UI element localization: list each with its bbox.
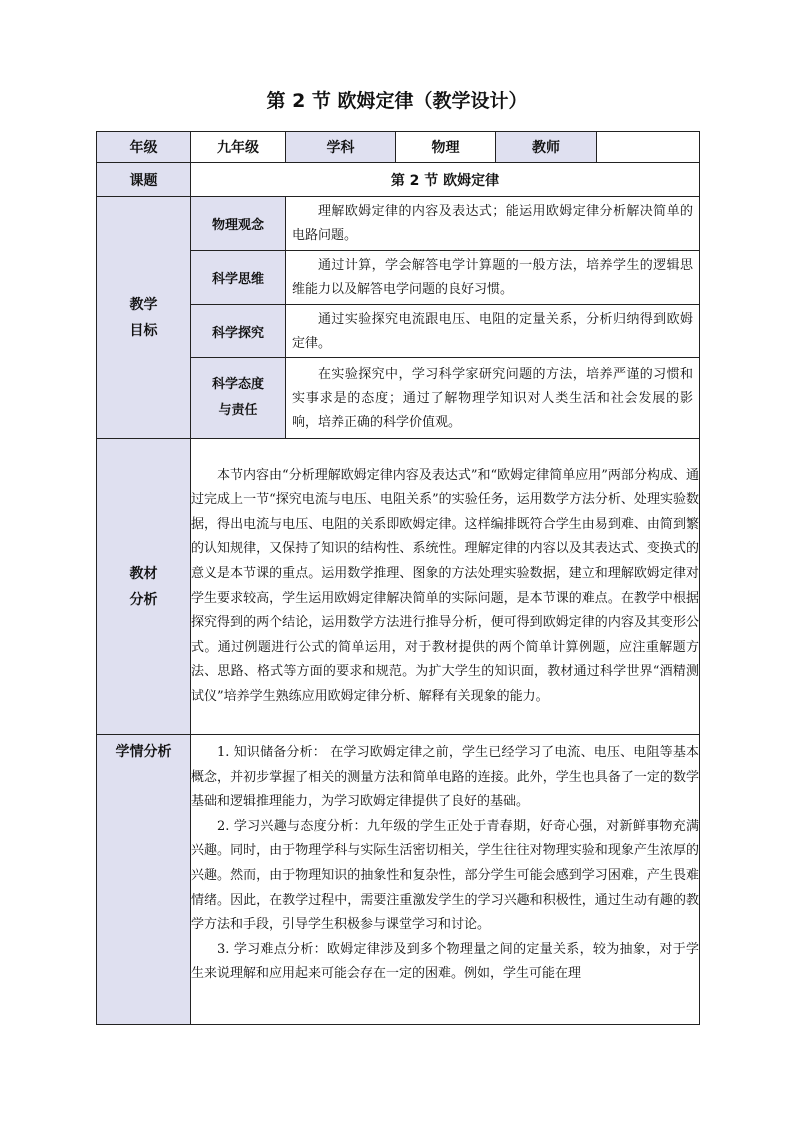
students-paragraph: 2. 学习兴趣与态度分析：九年级的学生正处于青春期，好奇心强，对新鲜事物充满兴趣。同时，由于物理学科与实际生活密切相关，学生往往对物理实验和现象产生浓厚的兴趣。然而，由于物理知识的抽象性和复杂性，部分学生可能会感到学习困难，产生畏难情绪。因此，在教学过程中，需要注重激发学生的学习兴趣和积极性，通过生动有趣的教学方法和手段，引导学生积极参与课堂学习和讨论。 (191, 818, 699, 933)
objective-text: 理解欧姆定律的内容及表达式；能运用欧姆定律分析解决简单的电路问题。 (292, 204, 693, 243)
textbook-label: 教材 分析 (97, 439, 191, 735)
objective-text: 在实验探究中，学习科学家研究问题的方法，培养严谨的习惯和实事求是的态度；通过了解物理学知识对人类生活和社会发展的影响，培养正确的科学价值观。 (292, 366, 693, 430)
page-title: 第 2 节 欧姆定律（教学设计） (266, 90, 528, 112)
objective-text-cell (286, 305, 700, 358)
objective-name: 科学探究 (191, 305, 286, 358)
objectives-label: 教学 目标 (97, 197, 191, 439)
objective-text-cell (286, 251, 700, 305)
teacher-value (597, 132, 700, 163)
textbook-analysis: 本节内容由“分析理解欧姆定律内容及表达式”和“欧姆定律简单应用”两部分构成、通过完成上一节“探究电流与电压、电阻关系”的实验任务，运用数学方法分析、处理实验数据，得出电流与电压、电阻的关系即欧姆定律。这样编排既符合学生由易到难、由简到繁的认知规律，又保持了知识的结构性、系统性。理解定律的内容以及其表达式、变换式的意义是本节课的重点。运用数学推理、图象的方法处理实验数据，建立和理解欧姆定律对学生要求较高，学生运用欧姆定律解决简单的实际问题，是本节课的难点。在教学中根据探究得到的两个结论，运用数学方法进行推导分析，便可得到欧姆定律的内容及其变形公式。通过例题进行公式的简单运用，对于教材提供的两个简单计算例题，应注重解题方法、思路、格式等方面的要求和规范。为扩大学生的知识面，教材通过科学世界“酒精测试仪”培养学生熟练应用欧姆定律分析、解释有关现象的能力。 (191, 439, 700, 735)
grade-label: 年级 (97, 132, 191, 163)
topic-label: 课题 (97, 163, 191, 197)
header-row (97, 132, 700, 163)
students-paragraph: 3. 学习难点分析：欧姆定律涉及到多个物理量之间的定量关系，较为抽象，对于学生来说理解和应用起来可能会存在一定的困难。例如，学生可能在理 (191, 941, 699, 982)
objective-name: 科学思维 (191, 251, 286, 305)
teacher-label: 教师 (496, 132, 597, 163)
objective-row (97, 197, 700, 251)
grade-value: 九年级 (191, 132, 286, 163)
subject-label: 学科 (286, 132, 396, 163)
objective-name: 科学态度 与责任 (191, 358, 286, 439)
objective-name: 物理观念 (191, 197, 286, 251)
objective-text: 通过实验探究电流跟电压、电阻的定量关系，分析归纳得到欧姆定律。 (292, 311, 693, 351)
topic-value: 第 2 节 欧姆定律 (191, 163, 700, 197)
students-label: 学情分析 (97, 735, 191, 1025)
objective-text-cell (286, 358, 700, 439)
objective-text-cell (286, 197, 700, 251)
students-row (97, 735, 700, 1025)
students-analysis (191, 735, 700, 1025)
objective-text: 通过计算，学会解答电学计算题的一般方法，培养学生的逻辑思维能力以及解答电学问题的良好习惯。 (292, 258, 693, 297)
textbook-row (97, 439, 700, 735)
topic-row (97, 163, 700, 197)
students-paragraph: 1. 知识储备分析： 在学习欧姆定律之前，学生已经学习了电流、电压、电阻等基本概念，并初步掌握了相关的测量方法和简单电路的连接。此外，学生也具备了一定的数学基础和逻辑推理能力，为学习欧姆定律提供了良好的基础。 (191, 745, 699, 810)
subject-value: 物理 (396, 132, 496, 163)
lesson-plan-table (96, 131, 700, 1025)
